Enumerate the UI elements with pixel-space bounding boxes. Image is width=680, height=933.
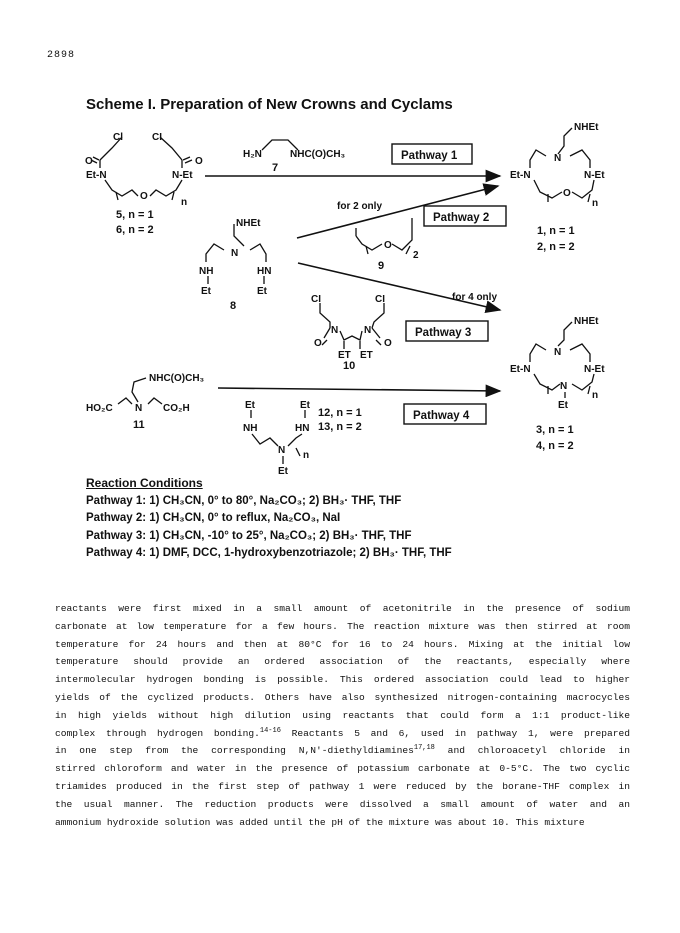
p3-n-et-label: N-Et: [584, 364, 605, 375]
body-line-11: triamides produced in the first step of pathway 1 were reduced by the borane-THF complex in: [55, 780, 630, 792]
compound-5-label: 5, n = 1: [116, 209, 154, 221]
condition-row-pathway-2: Pathway 2: 1) CH₃CN, 0° to reflux, Na₂CO₃, NaI: [86, 512, 341, 524]
reaction-conditions: [86, 475, 606, 563]
c12-nh-label: NH: [243, 423, 258, 434]
compound-3-label: 3, n = 1: [536, 424, 574, 436]
conditions-heading: Reaction Conditions: [86, 476, 203, 490]
n-et-right-label: N-Et: [172, 170, 193, 181]
c8-et-right: Et: [257, 286, 267, 297]
condition-row-pathway-3: Pathway 3: 1) CH₃CN, -10° to 25°, Na₂CO₃; 2) BH₃· THF, THF: [86, 529, 412, 542]
body-line-9-a: in one step from the corresponding N,N'-diethyldiamines: [55, 745, 414, 757]
c10-et-left: ET: [338, 350, 351, 361]
body-line-12: the usual manner. The reduction products were dissolved a small amount of water and an: [55, 798, 630, 810]
for-2-only-label: for 2 only: [337, 201, 383, 212]
c11-acid-left: HO₂C: [86, 403, 113, 414]
c11-amide-label: NHC(O)CH₃: [149, 373, 205, 384]
c8-n-label: N: [231, 248, 239, 259]
cl-left-label: Cl: [113, 132, 123, 143]
p3-subscript-n: n: [592, 390, 599, 401]
c8-nhet-label: NHEt: [236, 218, 261, 229]
p3-n-label: N: [554, 347, 562, 358]
c8-nh-label: NH: [199, 266, 214, 277]
body-line-8: [55, 725, 630, 743]
body-line-9: [55, 742, 630, 760]
body-line-4: temperature should provide an ordered association of the reactants, especially where: [55, 656, 630, 668]
p1-ether-o: O: [563, 188, 571, 199]
c12-subscript-n: n: [303, 450, 310, 461]
subscript-n-label: n: [181, 197, 188, 208]
ether-o-label: O: [140, 191, 148, 202]
citation-17-18: 17,18: [413, 744, 435, 753]
p1-n-et-label: N-Et: [584, 170, 605, 181]
p3-nhet-label: NHEt: [574, 316, 599, 327]
body-line-13: ammonium hydroxide solution was added until the pH of the mixture was about 10. This mixture: [55, 816, 585, 828]
compound-7-label: 7: [272, 162, 279, 174]
page-number: 2898: [47, 50, 76, 61]
scheme-title: Scheme I. Preparation of New Crowns and Cyclams: [86, 96, 453, 113]
c10-n-right: N: [364, 325, 372, 336]
body-paragraph: [55, 600, 630, 831]
p1-nhet-label: NHEt: [574, 122, 599, 133]
c12-et-right: Et: [300, 400, 310, 411]
c9-ether-o: O: [384, 240, 392, 251]
body-line-2: carbonate at low temperature for a few hours. The reaction mixture was then stirred at room: [55, 620, 630, 632]
p3-et-n-label: Et-N: [510, 364, 531, 375]
c11-n-label: N: [135, 403, 143, 414]
c11-acid-right: CO₂H: [163, 403, 190, 414]
body-line-9-b: and chloroacetyl chloride in: [434, 745, 630, 757]
p3-ring-et: Et: [558, 400, 568, 411]
body-line-1: reactants were first mixed in a small amount of acetonitrile in the presence of sodium: [55, 603, 630, 614]
pathway-1-label: Pathway 1: [401, 150, 458, 162]
condition-row-pathway-1: Pathway 1: 1) CH₃CN, 0° to 80°, Na₂CO₃; 2) BH₃· THF, THF: [86, 494, 402, 507]
compound-8-label: 8: [230, 300, 237, 312]
c8-hn-label: HN: [257, 266, 272, 277]
compound-12-label: 12, n = 1: [318, 407, 362, 419]
p3-ring-n: N: [560, 381, 568, 392]
c7-amide-label: NHC(O)CH₃: [290, 149, 346, 160]
carbonyl-o-left: O: [85, 156, 93, 167]
c9-subscript: 2: [413, 250, 419, 261]
c10-o-left: O: [314, 338, 322, 349]
condition-row-pathway-4: Pathway 4: 1) DMF, DCC, 1-hydroxybenzotriazole; 2) BH₃· THF, THF: [86, 547, 452, 559]
compound-4-label: 4, n = 2: [536, 440, 574, 452]
pathway-2-label: Pathway 2: [433, 212, 490, 224]
p1-et-n-label: Et-N: [510, 170, 531, 181]
pathway-4-label: Pathway 4: [413, 410, 470, 422]
c12-n-label: N: [278, 445, 286, 456]
c7-amine-label: H₂N: [243, 149, 262, 160]
body-line-6: yields of the cyclized products. Others have also synthesized nitrogen-containing macrocycles: [55, 691, 630, 703]
citation-14-16: 14-16: [259, 726, 281, 735]
body-line-8-a: complex through hydrogen bonding.: [55, 727, 260, 739]
body-line-8-b: Reactants 5 and 6, used in pathway 1, were prepared: [280, 727, 630, 739]
pathway-3-label: Pathway 3: [415, 327, 472, 339]
compound-10-label: 10: [343, 360, 356, 372]
c8-et-left: Et: [201, 286, 211, 297]
compound-6-label: 6, n = 2: [116, 224, 154, 236]
compound-11-label: 11: [133, 419, 145, 431]
p1-n-label: N: [554, 153, 562, 164]
compound-2-label: 2, n = 2: [537, 241, 575, 253]
body-line-10: stirred chloroform and water in the presence of potassium carbonate at 0-5°C. The two cyclic: [55, 763, 630, 775]
carbonyl-o-right: O: [195, 156, 203, 167]
pathway-4-arrow: [218, 388, 500, 391]
compound-13-label: 13, n = 2: [318, 421, 362, 433]
c10-cl-right: CI: [375, 294, 385, 305]
product-1-2-structure: [530, 128, 594, 202]
body-line-5: intermolecular hydrogen bonding is possible. This ordered association could lead to higher: [55, 674, 630, 686]
c12-hn-label: HN: [295, 423, 310, 434]
compound-1-label: 1, n = 1: [537, 225, 575, 237]
body-line-7: in high yields without high dilution using reactants that could form a 1:1 product-like: [55, 709, 630, 721]
compound-10-structure: [320, 303, 384, 349]
c10-n-left: N: [331, 325, 339, 336]
c12-et-bottom: Et: [278, 466, 288, 477]
c10-et-right: ET: [360, 350, 373, 361]
for-4-only-label: for 4 only: [452, 292, 498, 303]
c10-o-right: O: [384, 338, 392, 349]
cl-right-label: CI: [152, 132, 162, 143]
compound-9-label: 9: [378, 260, 385, 272]
et-n-left-label: Et-N: [86, 170, 107, 181]
c10-cl-left: CI: [311, 294, 321, 305]
body-line-3: temperature for 24 hours and then at 80°C for 16 to 24 hours. Mixing at the initial low: [55, 638, 630, 650]
p1-subscript-n: n: [592, 198, 599, 209]
c12-et-left: Et: [245, 400, 255, 411]
